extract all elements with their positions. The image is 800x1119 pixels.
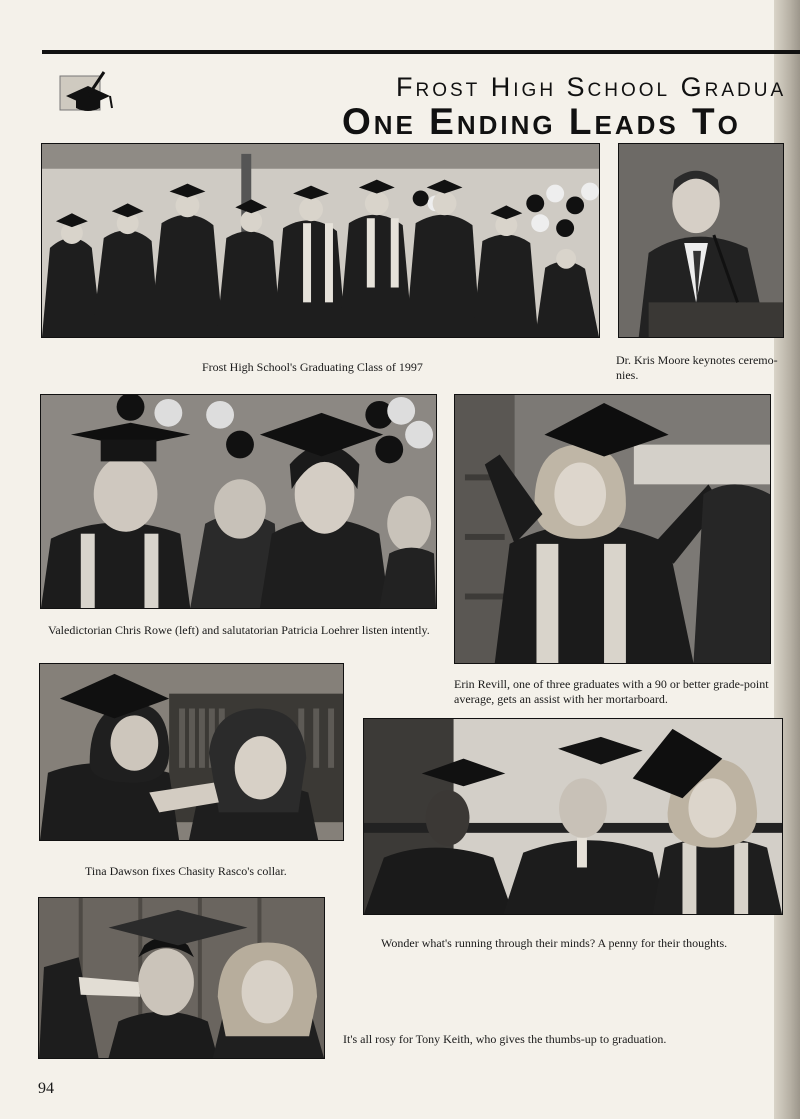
caption-collar-fix: Tina Dawson fixes Chasity Rasco's collar. (85, 864, 287, 878)
caption-three-graduates: Wonder what's running through their minds? A penny for their thoughts. (381, 936, 728, 950)
caption-thumbs-up: It's all rosy for Tony Keith, who gives the thumbs-up to graduation. (343, 1032, 667, 1046)
caption-mortarboard-assist: Erin Revill, one of three graduates with a 90 or better grade-point average, gets an assist with her mortarboard. (454, 677, 769, 706)
page-number: 94 (38, 1080, 54, 1097)
photo-valedictorian-salutatorian (40, 394, 437, 609)
photo-graduating-class (41, 143, 600, 338)
photo-three-graduates (363, 718, 783, 915)
photo-mortarboard-assist (454, 394, 771, 664)
caption-valedictorian-salutatorian: Valedictorian Chris Rowe (left) and salutatorian Patricia Loehrer listen intently. (48, 623, 430, 637)
top-rule (42, 50, 800, 54)
photo-collar-fix (39, 663, 344, 841)
caption-graduating-class: Frost High School's Graduating Class of 1997 (202, 360, 423, 374)
photo-thumbs-up (38, 897, 325, 1059)
page-headline: One Ending Leads To (342, 101, 741, 141)
caption-keynote-speaker: Dr. Kris Moore keynotes ceremo-nies. (616, 353, 778, 382)
photo-keynote-speaker (618, 143, 784, 338)
graduation-cap-logo-icon (58, 70, 116, 116)
section-kicker: Frost High School Gradua (396, 72, 787, 102)
